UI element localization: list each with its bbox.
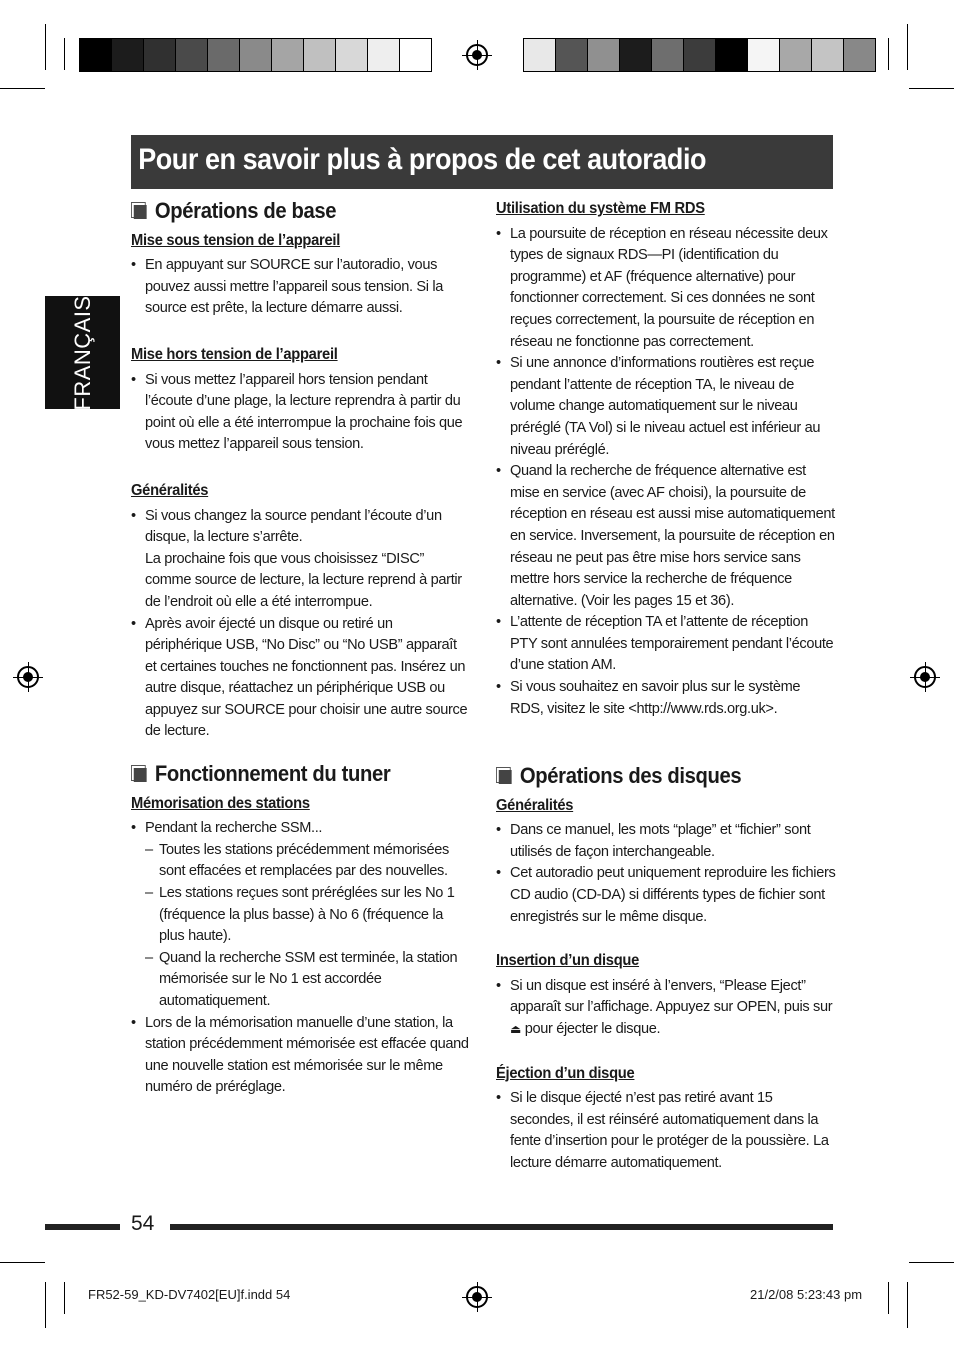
subsection-heading: Utilisation du système FM RDS <box>496 200 705 217</box>
list-item: • Si vous souhaitez en savoir plus sur le système RDS, visitez le site <http://www.rds.org.uk>. <box>496 677 836 720</box>
color-swatch <box>524 39 556 71</box>
subsection-heading: Généralités <box>496 796 574 814</box>
color-swatch <box>112 39 144 71</box>
color-swatch <box>556 39 588 71</box>
list-item: • Quand la recherche de fréquence alternative est mise en service (avec AF choisi), la poursuite de réception en réseau est aussi mise automatiquement en service. Inversement, la poursuite de réception en réseau ne peut pas être mise hors service sans mettre hors service la recherche de fréquence alternative. (Voir les pages 15 et 36). <box>496 461 836 612</box>
section-square-icon <box>131 765 147 782</box>
title-bar <box>131 135 833 189</box>
crop-mark <box>64 38 65 70</box>
crop-mark <box>45 1282 46 1328</box>
crop-mark <box>0 88 45 89</box>
list-item: • Lors de la mémorisation manuelle d’une station, la station précédemment mémorisée est effacée quand une nouvelle station est mémorisée sur le même numéro de préréglage. <box>131 1013 471 1099</box>
crop-mark <box>888 38 889 70</box>
crop-mark <box>907 24 908 70</box>
color-swatch <box>780 39 812 71</box>
color-swatch <box>844 39 875 71</box>
color-swatch <box>80 39 112 71</box>
section-square-icon <box>131 202 147 219</box>
bottom-rule-left <box>45 1224 120 1230</box>
color-swatch <box>272 39 304 71</box>
crop-mark <box>907 1282 908 1328</box>
color-swatch <box>400 39 431 71</box>
subsection-heading: Insertion d’un disque <box>496 952 640 970</box>
right-column <box>496 198 836 720</box>
color-swatch <box>144 39 176 71</box>
color-swatch <box>240 39 272 71</box>
list-item: • Si vous changez la source pendant l’écoute d’un disque, la lecture s’arrête. La prochaine fois que vous choisissez “DISC” comme source de lecture, la lecture reprend à partir de l’endroit où elle a été interrompue. <box>131 506 471 614</box>
page-number: 54 <box>131 1212 155 1235</box>
registration-mark-icon <box>17 666 39 688</box>
list-item: • Cet autoradio peut uniquement reproduire les fichiers CD audio (CD-DA) si différents types de fichier sont enregistrés sur le même disque. <box>496 863 836 928</box>
list-item: • Si un disque est inséré à l’envers, “Please Eject” apparaît sur l’affichage. Appuyez sur OPEN, puis sur ⏏ pour éjecter le disque. <box>496 976 836 1041</box>
section-heading: Fonctionnement du tuner <box>131 763 444 785</box>
color-bar-right <box>523 38 876 72</box>
bullet-list <box>496 820 836 928</box>
crop-mark <box>909 1262 954 1263</box>
footer-file: FR52-59_KD-DV7402[EU]f.indd 54 <box>88 1287 291 1302</box>
list-item: • Pendant la recherche SSM... – Toutes les stations précédemment mémorisées sont effacées et remplacées par des nouvelles. – Les stations reçues sont préréglées sur les No 1 (fréquence la plus basse) à No 6 (fréquence la plus haute). – Quand la recherche SSM est terminée, la station mémorisée sur le No 1 est accordée automatiquement. <box>131 818 471 1012</box>
registration-mark-icon <box>466 1286 488 1308</box>
color-swatch <box>620 39 652 71</box>
list-item: – Les stations reçues sont préréglées sur les No 1 (fréquence la plus basse) à No 6 (fréquence la plus haute). <box>145 883 471 948</box>
left-column-tuner <box>131 763 471 1099</box>
list-item: • La poursuite de réception en réseau nécessite deux types de signaux RDS—PI (identification du programme) et AF (fréquence alternative) pour fonctionner correctement. Si ces données ne sont reçues correctement, la poursuite de réception en réseau ne fonctionne pas correctement. <box>496 224 836 354</box>
color-swatch <box>716 39 748 71</box>
list-item: – Toutes les stations précédemment mémorisées sont effacées et remplacées par des nouvelles. <box>145 840 471 883</box>
subsection-heading: Mémorisation des stations <box>131 794 310 812</box>
bottom-rule <box>170 1224 833 1230</box>
section-heading: Opérations de base <box>131 200 444 222</box>
color-swatch <box>304 39 336 71</box>
section-heading: Opérations des disques <box>496 765 809 787</box>
footer-date: 21/2/08 5:23:43 pm <box>750 1287 863 1302</box>
list-item: • Dans ce manuel, les mots “plage” et “fichier” sont utilisés de façon interchangeable. <box>496 820 836 863</box>
registration-mark-icon <box>466 44 488 66</box>
bullet-list <box>131 506 471 744</box>
bullet-list <box>131 255 471 320</box>
color-swatch <box>208 39 240 71</box>
bullet-list <box>496 1088 836 1174</box>
list-item: • Si une annonce d’informations routières est reçue pendant l’attente de réception TA, le niveau de volume change automatiquement sur le niveau préréglé (TA Vol) si le niveau actuel est inférieur au niveau préréglé. <box>496 353 836 461</box>
right-column-discs <box>496 765 836 1175</box>
crop-mark <box>64 1282 65 1314</box>
bullet-list <box>131 818 471 1099</box>
list-item: • Si le disque éjecté n’est pas retiré avant 15 secondes, il est réinséré automatiquement dans la fente d’insertion pour le protéger de la poussière. La lecture démarre automatiquement. <box>496 1088 836 1174</box>
color-bar-left <box>79 38 432 72</box>
list-item: – Quand la recherche SSM est terminée, la station mémorisée sur le No 1 est accordée automatiquement. <box>145 948 471 1013</box>
page-title: Pour en savoir plus à propos de cet autoradio <box>138 143 707 176</box>
color-swatch <box>812 39 844 71</box>
list-item: • Si vous mettez l’appareil hors tension pendant l’écoute d’une plage, la lecture reprendra à partir du point où elle a été interrompue la prochaine fois que vous mettez l’appareil sous tension. <box>131 370 471 456</box>
list-item: • Après avoir éjecté un disque ou retiré un périphérique USB, “No Disc” ou “No USB” apparaît et certaines touches ne fonctionnent pas. Insérez un autre disque, réattachez un périphérique USB ou appuyez sur SOURCE pour choisir une autre source de lecture. <box>131 614 471 744</box>
bullet-list <box>496 224 836 721</box>
language-tab-label: FRANÇAIS <box>69 294 95 411</box>
color-swatch <box>684 39 716 71</box>
subsection-heading: Mise sous tension de l’appareil <box>131 231 341 249</box>
subsection-heading: Éjection d’un disque <box>496 1064 635 1082</box>
color-swatch <box>748 39 780 71</box>
crop-mark <box>45 24 46 70</box>
color-swatch <box>336 39 368 71</box>
color-swatch <box>176 39 208 71</box>
crop-mark <box>888 1282 889 1314</box>
color-swatch <box>588 39 620 71</box>
bullet-list <box>496 976 836 1041</box>
section-square-icon <box>496 767 512 784</box>
subsection-heading: Généralités <box>131 481 209 499</box>
list-item: • En appuyant sur SOURCE sur l’autoradio, vous pouvez aussi mettre l’appareil sous tension. Si la source est prête, la lecture démarre aussi. <box>131 255 471 320</box>
color-swatch <box>652 39 684 71</box>
language-tab <box>45 296 120 409</box>
bullet-list <box>131 370 471 456</box>
registration-mark-icon <box>914 666 936 688</box>
color-swatch <box>368 39 400 71</box>
crop-mark <box>0 1262 45 1263</box>
dash-list <box>145 840 471 1013</box>
crop-mark <box>909 88 954 89</box>
eject-icon: ⏏ <box>510 1021 521 1036</box>
list-item: • L’attente de réception TA et l’attente de réception PTY sont annulées temporairement pendant l’écoute d’une station AM. <box>496 612 836 677</box>
left-column <box>131 200 471 743</box>
subsection-heading: Mise hors tension de l’appareil <box>131 345 338 363</box>
